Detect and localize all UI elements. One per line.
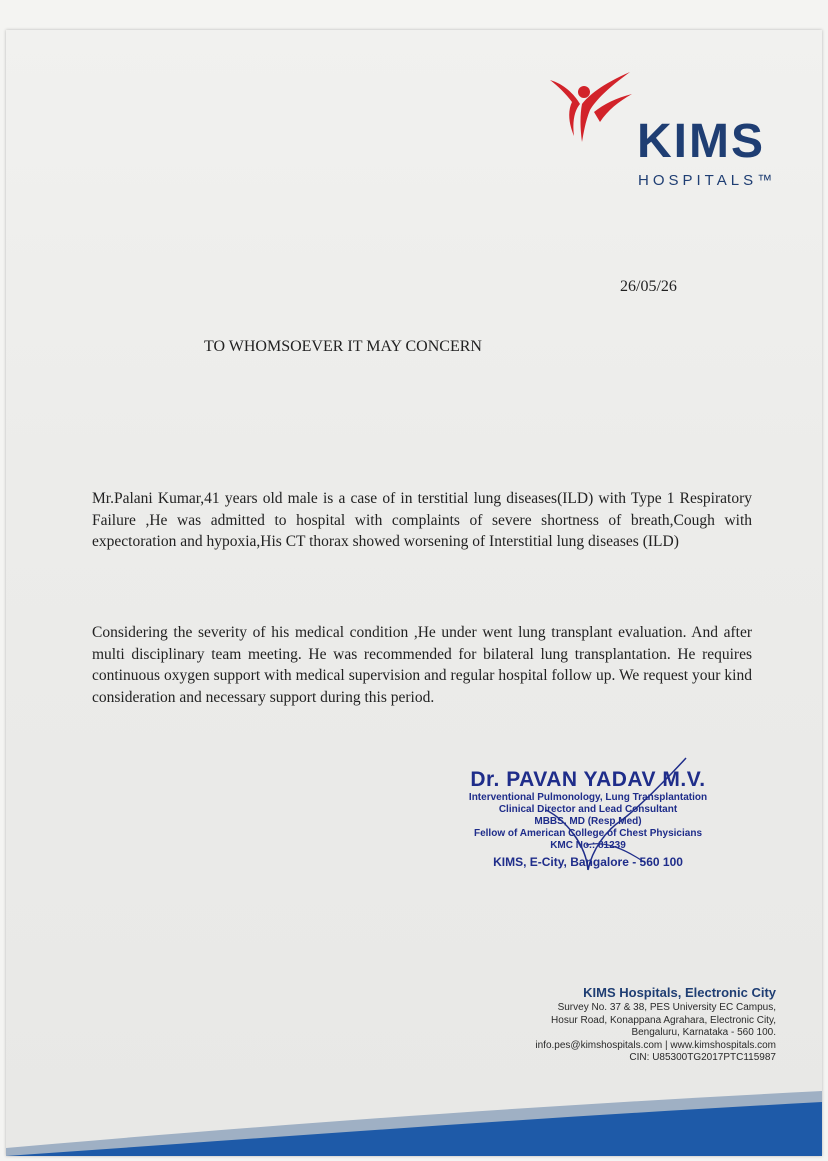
- stamp-registration: KMC No.: 81239: [550, 840, 626, 851]
- kims-hospitals-logo: [542, 70, 792, 190]
- footer-cin: CIN: U85300TG2017PTC115987: [629, 1052, 776, 1063]
- stamp-qualification: MBBS, MD (Resp Med): [534, 816, 642, 827]
- letter-page: [6, 30, 822, 1156]
- stamp-location: KIMS, E-City, Bangalore - 560 100: [493, 855, 683, 869]
- logo-subtitle: HOSPITALS™: [638, 172, 777, 189]
- footer-address-line: Survey No. 37 & 38, PES University EC Campus,: [557, 1002, 776, 1013]
- stamp-fellowship: Fellow of American College of Chest Physicians: [473, 828, 703, 839]
- handwritten-signature: [526, 750, 706, 880]
- hospital-address-footer: [535, 984, 776, 1065]
- logo-wordmark: KIMS: [637, 115, 765, 168]
- footer-hospital-name: KIMS Hospitals, Electronic City: [583, 985, 776, 1000]
- letter-heading: TO WHOMSOEVER IT MAY CONCERN: [204, 338, 482, 355]
- stamp-position: Clinical Director and Lead Consultant: [498, 804, 678, 815]
- stamp-doctor-name: Dr. PAVAN YADAV M.V.: [470, 768, 706, 791]
- kims-logo-icon: [542, 70, 637, 150]
- footer-contact: info.pes@kimshospitals.com | www.kimshospitals.com: [535, 1039, 776, 1051]
- footer-decorative-band: [6, 1056, 822, 1156]
- stamp-specialty: Interventional Pulmonology, Lung Transplantation: [468, 792, 708, 803]
- paragraph-diagnosis: Mr.Palani Kumar,41 years old male is a case of in terstitial lung diseases(ILD) with Type 1 Respiratory Failure ,He was admitted to hospital with complaints of severe shortness of breath,Cough with expectoration and hypoxia,His CT thorax showed worsening of Interstitial lung diseases (ILD): [92, 490, 752, 550]
- paragraph-recommendation: Considering the severity of his medical condition ,He under went lung transplant evaluation. And after multi disciplinary team meeting. He was recommended for bilateral lung transplantation. He requires continuous oxygen support with medical supervision and regular hospital follow up. We request your kind consideration and necessary support during this period.: [92, 624, 752, 706]
- footer-address-line: Hosur Road, Konappana Agrahara, Electronic City,: [551, 1014, 776, 1026]
- footer-address-line: Bengaluru, Karnataka - 560 100.: [631, 1027, 776, 1038]
- letter-date: 26/05/26: [620, 278, 677, 295]
